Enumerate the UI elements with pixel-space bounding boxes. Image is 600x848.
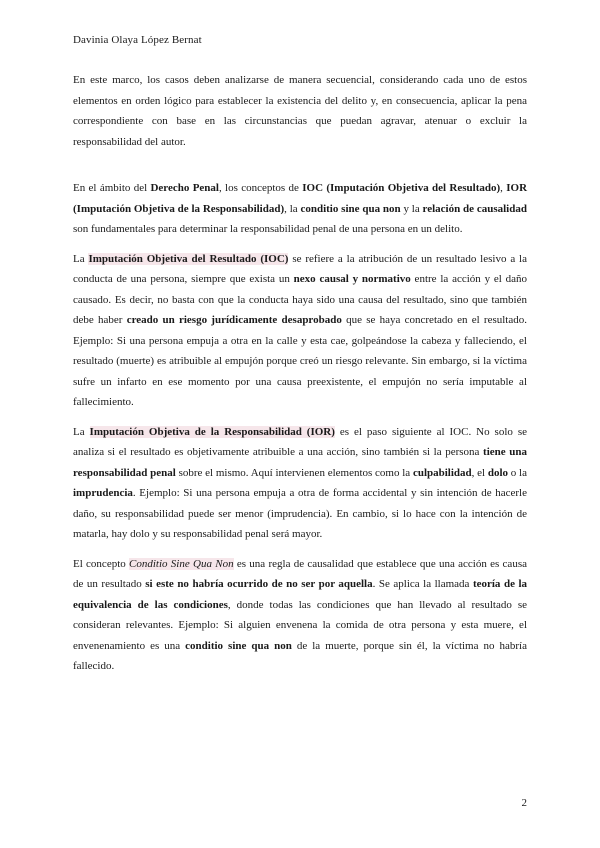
- text-run: . Se aplica la llamada: [372, 578, 473, 590]
- text-run: sobre el mismo. Aquí intervienen elementos como la: [175, 466, 413, 479]
- paragraph-concepts-intro: [73, 178, 527, 240]
- text-run: de la muerte, porque sin él, la víctima no habría fallecido.: [73, 639, 527, 672]
- bold-term-ioc: IOC (Imputación Objetiva del Resultado): [302, 182, 501, 194]
- bold-term-conditio-2: conditio sine qua non: [185, 639, 292, 652]
- text-run: La: [73, 252, 89, 265]
- highlighted-term-ioc: Imputación Objetiva del Resultado (IOC): [88, 252, 289, 265]
- paragraph-sequential-analysis: En este marco, los casos deben analizarse de manera secuencial, considerando cada uno de estos elementos en orden lógico para establecer la existencia del delito y, en consecuencia, aplicar la pena correspondiente con base en las circunstancias que puedan agravar, atenuar o excluir la responsabilidad del autor.: [73, 74, 527, 148]
- page-number: 2: [521, 797, 527, 809]
- highlighted-term-conditio: Conditio Sine Qua Non: [129, 557, 234, 570]
- text-run: o la: [508, 466, 527, 479]
- text-run: , el: [471, 466, 488, 479]
- bold-term-conditio: conditio sine qua non: [300, 202, 401, 215]
- bold-term-equivalencia: teoría de la equivalencia de las condiciones: [73, 578, 528, 611]
- text-run: entre la acción y el daño causado. Es decir, no basta con que la conducta haya sido una causa del resultado, sino que también debe haber: [73, 273, 527, 326]
- text-run: son fundamentales para determinar la responsabilidad penal de una persona en un delito.: [73, 223, 463, 235]
- text-run: , la: [284, 202, 301, 215]
- bold-term-causalidad: relación de causalidad: [422, 202, 527, 215]
- bold-term-riesgo: creado un riesgo jurídicamente desaprobado: [126, 314, 342, 326]
- bold-term-ior: IOR (Imputación Objetiva de la Responsabilidad): [73, 182, 528, 215]
- bold-term-dolo: dolo: [487, 466, 509, 479]
- bold-term-condicion: si este no habría ocurrido de no ser por aquella: [145, 578, 373, 590]
- bold-term-derecho-penal: Derecho Penal: [150, 182, 219, 194]
- paragraph-conditio: [73, 554, 527, 677]
- text-run: En el ámbito del: [73, 182, 151, 194]
- document-body: [73, 70, 527, 677]
- text-run: , donde todas las condiciones que han llevado al resultado se consideran relevantes. Ejemplo: Si alguien envenena la comida de otra persona y esta muere, el envenenamiento es una: [73, 598, 527, 652]
- text-run: , los conceptos de: [218, 182, 303, 194]
- text-run: que se haya concretado en el resultado. Ejemplo: Si una persona empuja a otra en la calle y esta cae, golpeándose la cabeza y falleciendo, el resultado (muerte) es atribuible al empujón porque creó un riesgo relevante. Sin embargo, si la víctima sufre un infarto en ese momento por una causa preexistente, el empujón no sería imputable al fallecimiento.: [73, 314, 527, 408]
- text-run: ,: [500, 182, 507, 194]
- bold-term-culpabilidad: culpabilidad: [412, 466, 472, 479]
- paragraph-ior: [73, 422, 527, 545]
- text-run: y la: [400, 202, 423, 215]
- bold-term-imprudencia: imprudencia: [73, 487, 133, 499]
- text-run: La: [73, 425, 90, 438]
- text-run: es el paso siguiente al IOC. No solo se analiza si el resultado es objetivamente atribuible a una acción, sino también si la persona: [73, 425, 527, 458]
- text-run: . Ejemplo: Si una persona empuja a otra de forma accidental y sin intención de hacerle daño, su responsabilidad puede ser menor (imprudencia). En cambio, si lo hace con la intención de matarla, hay dolo y su responsabilidad penal será mayor.: [73, 487, 527, 540]
- text-run: es una regla de causalidad que establece que una acción es causa de un resultado: [73, 557, 527, 590]
- text-run: se refiere a la atribución de un resultado lesivo a la conducta de una persona, siempre que exista un: [73, 252, 527, 285]
- bold-term-nexo-causal: nexo causal y normativo: [293, 273, 411, 285]
- bold-term-responsabilidad: tiene una responsabilidad penal: [73, 446, 527, 479]
- text-run: El concepto: [73, 557, 130, 570]
- paragraph-ioc: [73, 249, 527, 413]
- highlighted-term-ior: Imputación Objetiva de la Responsabilidad (IOR): [89, 425, 335, 438]
- running-header-author: Davinia Olaya López Bernat: [73, 34, 202, 46]
